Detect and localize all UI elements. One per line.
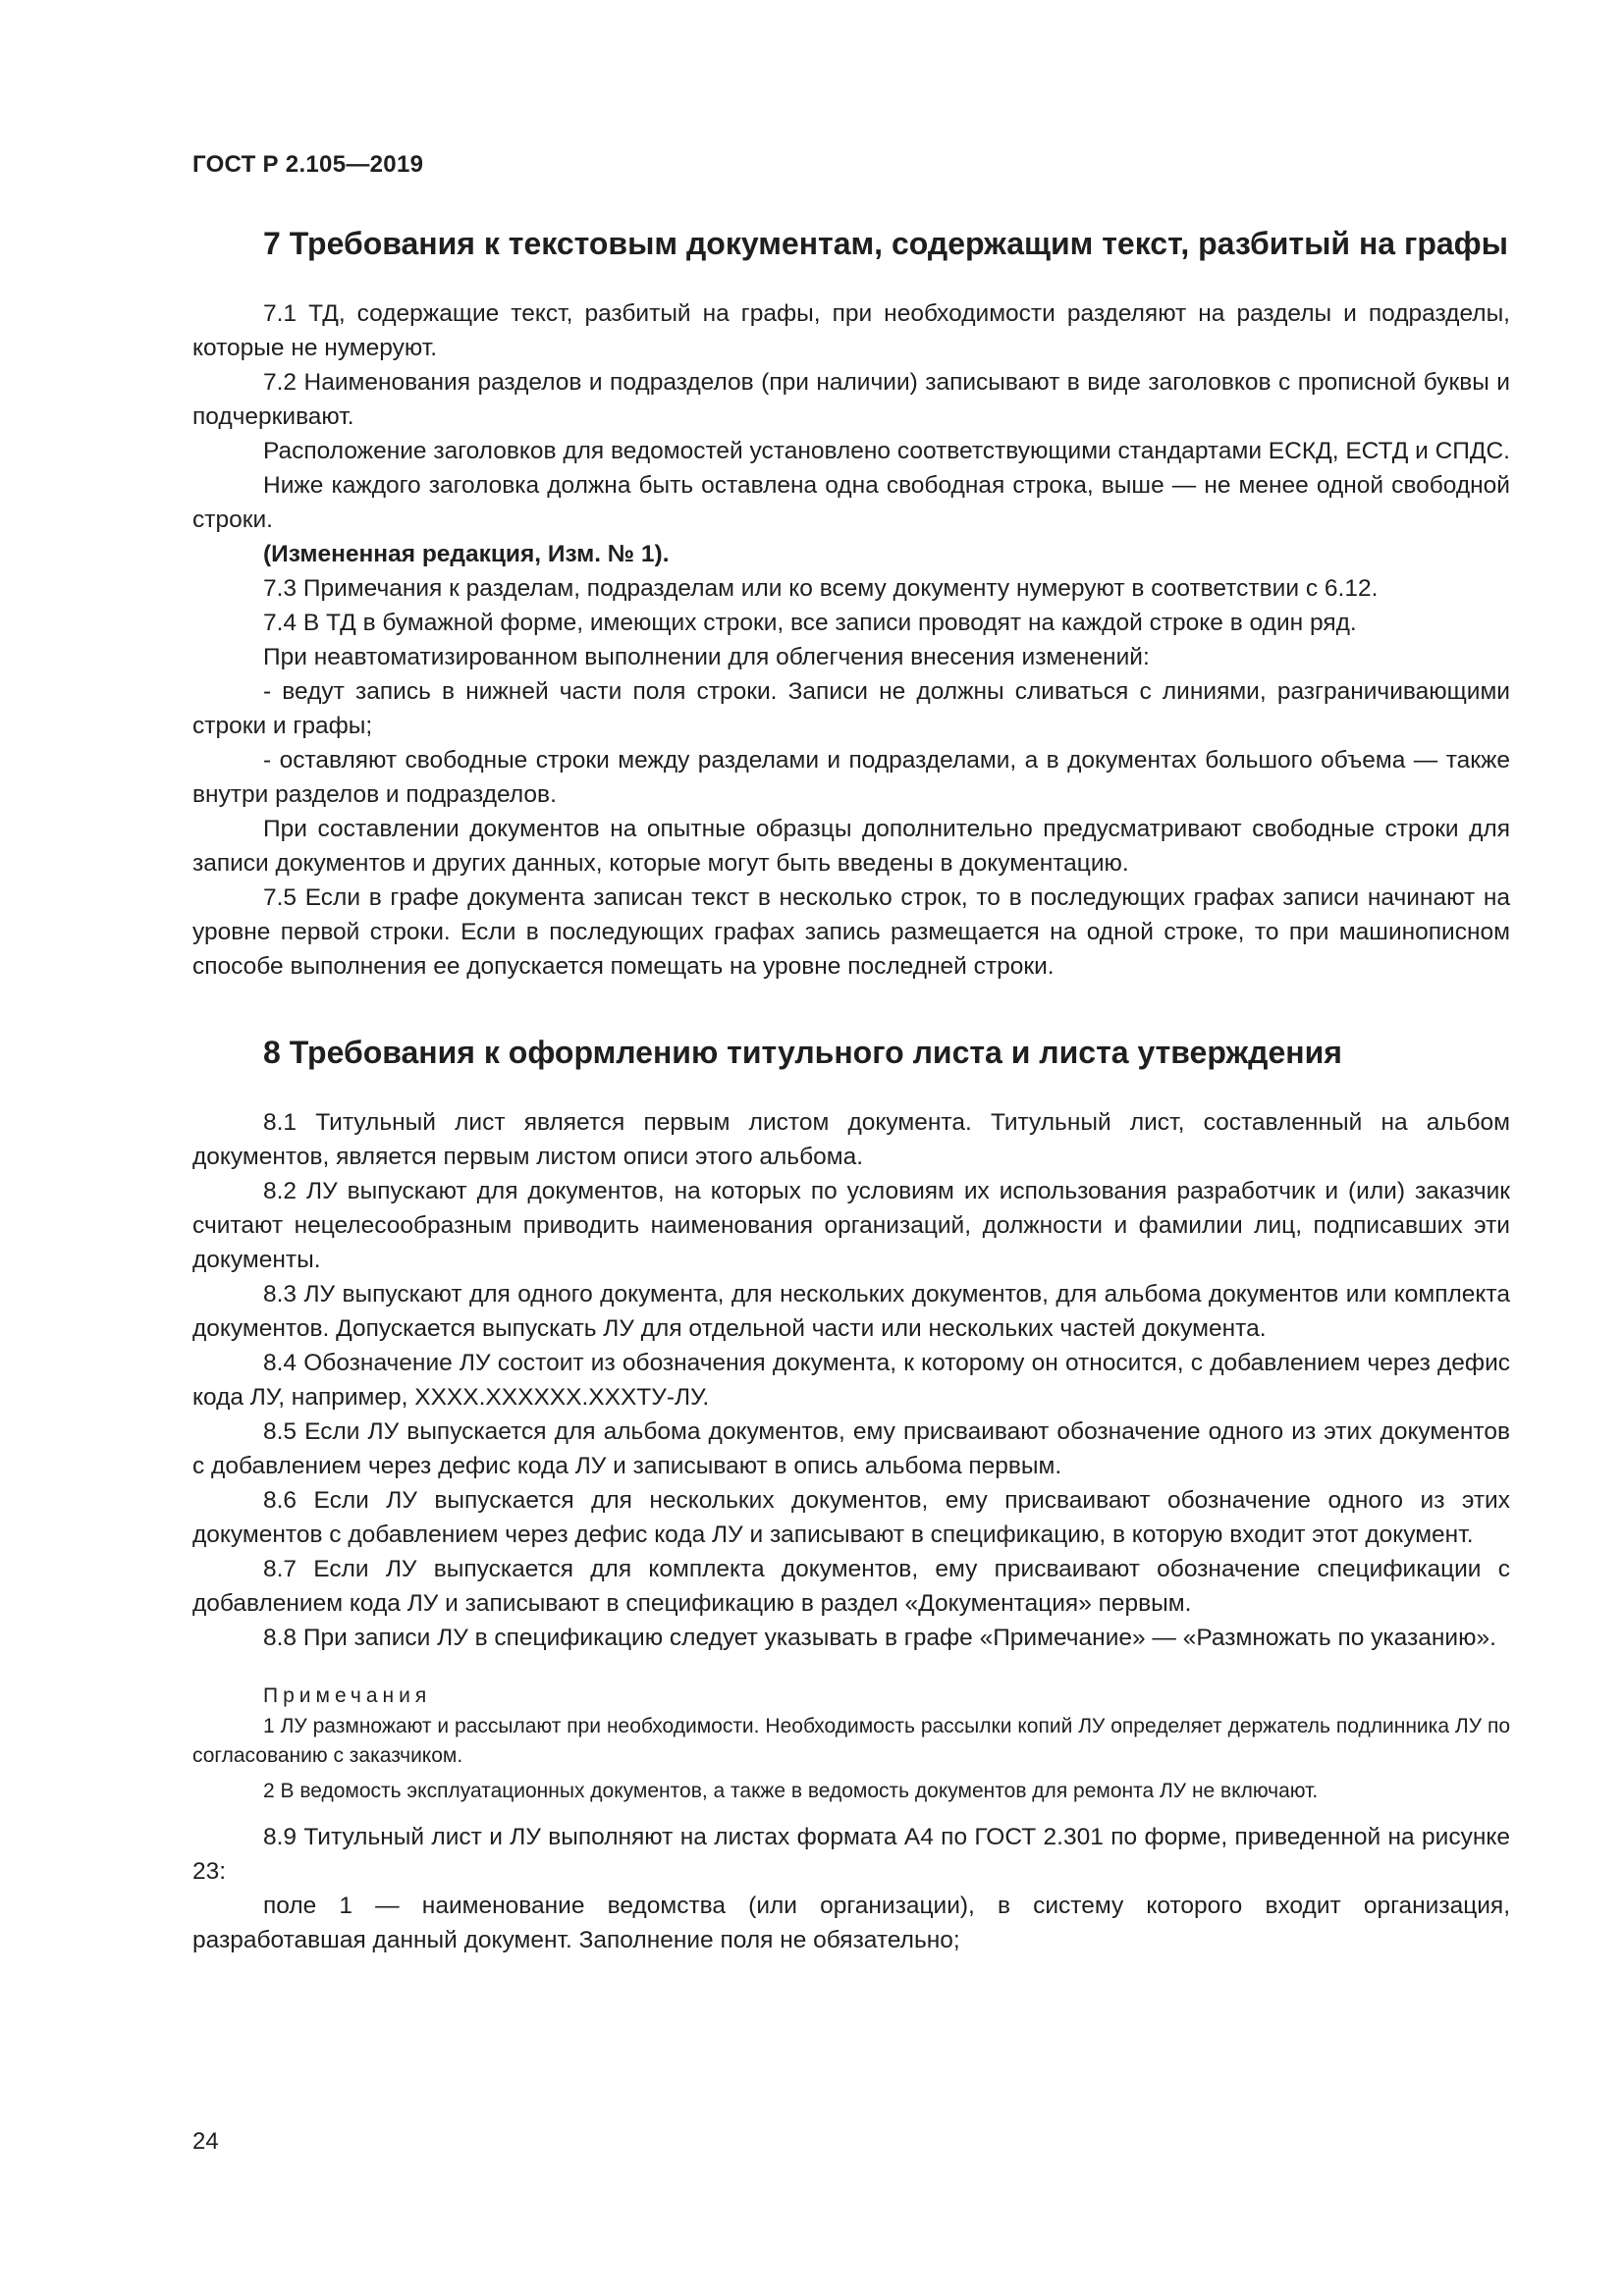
paragraph-7-2: 7.2 Наименования разделов и подразделов (при наличии) записывают в виде заголовков с прописной буквы и подчеркивают.: [192, 369, 1510, 430]
paragraph-8-4: 8.4 Обозначение ЛУ состоит из обозначения документа, к которому он относится, с добавлением через дефис кода ЛУ, например, XXXX.XXXXXX.XXXТУ-ЛУ.: [192, 1350, 1510, 1411]
paragraph-8-6: 8.6 Если ЛУ выпускается для нескольких документов, ему присваивают обозначение одного из этих документов с добавлением через дефис кода ЛУ и записывают в спецификацию, в которую входит этот документ.: [192, 1487, 1510, 1548]
amendment-note: (Измененная редакция, Изм. № 1).: [263, 541, 670, 567]
paragraph-8-8: 8.8 При записи ЛУ в спецификацию следует указывать в графе «Примечание» — «Размножать по указанию».: [263, 1625, 1496, 1651]
paragraph-8-9: 8.9 Титульный лист и ЛУ выполняют на листах формата А4 по ГОСТ 2.301 по форме, приведенной на рисунке 23:: [192, 1824, 1510, 1885]
document-header: ГОСТ Р 2.105—2019: [192, 151, 424, 178]
page-number: 24: [192, 2128, 219, 2155]
section-8-title: 8 Требования к оформлению титульного листа и листа утверждения: [263, 1035, 1342, 1070]
paragraph-prototypes: При составлении документов на опытные образцы дополнительно предусматривают свободные строки для записи документов и других данных, которые могут быть введены в документацию.: [192, 816, 1510, 877]
note-item-1: 1 ЛУ размножают и рассылают при необходимости. Необходимость рассылки копий ЛУ определяет держатель подлинника ЛУ по согласованию с заказчиком.: [192, 1715, 1510, 1767]
paragraph-7-3: 7.3 Примечания к разделам, подразделам или ко всему документу нумеруют в соответствии с 6.12.: [263, 575, 1379, 602]
paragraph-7-1: 7.1 ТД, содержащие текст, разбитый на графы, при необходимости разделяют на разделы и подразделы, которые не нумеруют.: [192, 300, 1510, 361]
notes-heading: Примечания: [263, 1684, 432, 1707]
notes-block: [192, 1681, 1510, 1806]
paragraph-free-line: Ниже каждого заголовка должна быть оставлена одна свободная строка, выше — не менее одной свободной строки.: [192, 472, 1510, 533]
paragraph-manual-execution: При неавтоматизированном выполнении для облегчения внесения изменений:: [263, 644, 1150, 670]
paragraph-8-7: 8.7 Если ЛУ выпускается для комплекта документов, ему присваивают обозначение спецификации с добавлением кода ЛУ и записывают в спецификацию в раздел «Документация» первым.: [192, 1556, 1510, 1617]
paragraph-8-3: 8.3 ЛУ выпускают для одного документа, для нескольких документов, для альбома документов или комплекта документов. Допускается выпускать ЛУ для отдельной части или нескольких частей документа.: [192, 1281, 1510, 1342]
paragraph-field-1: поле 1 — наименование ведомства (или организации), в систему которого входит организация, разработавшая данный документ. Заполнение поля не обязательно;: [192, 1893, 1510, 1953]
note-item-2: 2 В ведомость эксплуатационных документов, а также в ведомость документов для ремонта ЛУ не включают.: [263, 1780, 1319, 1802]
section-7-title: 7 Требования к текстовым документам, содержащим текст, разбитый на графы: [263, 226, 1508, 261]
paragraph-7-4: 7.4 В ТД в бумажной форме, имеющих строки, все записи проводят на каждой строке в один ряд.: [263, 610, 1357, 636]
paragraph-8-2: 8.2 ЛУ выпускают для документов, на которых по условиям их использования разработчик и (или) заказчик считают нецелесообразным приводить наименования организаций, должности и фамилии лиц, подписавших эти документы.: [192, 1178, 1510, 1273]
paragraph-headings-location: Расположение заголовков для ведомостей установлено соответствующими стандартами ЕСКД, ЕСТД и СПДС.: [263, 438, 1510, 464]
list-item-bottom-record: - ведут запись в нижней части поля строки. Записи не должны сливаться с линиями, разграничивающими строки и графы;: [192, 678, 1510, 739]
list-item-free-lines: - оставляют свободные строки между разделами и подразделами, а в документах большого объема — также внутри разделов и подразделов.: [192, 747, 1510, 808]
page-content: [192, 224, 1510, 1957]
paragraph-7-5: 7.5 Если в графе документа записан текст в несколько строк, то в последующих графах записи начинают на уровне первой строки. Если в последующих графах запись размещается на одной строке, то при машинописном способе выполнения ее допускается помещать на уровне последней строки.: [192, 884, 1510, 980]
paragraph-8-1: 8.1 Титульный лист является первым листом документа. Титульный лист, составленный на альбом документов, является первым листом описи этого альбома.: [192, 1109, 1510, 1170]
paragraph-8-5: 8.5 Если ЛУ выпускается для альбома документов, ему присваивают обозначение одного из этих документов с добавлением через дефис кода ЛУ и записывают в опись альбома первым.: [192, 1418, 1510, 1479]
